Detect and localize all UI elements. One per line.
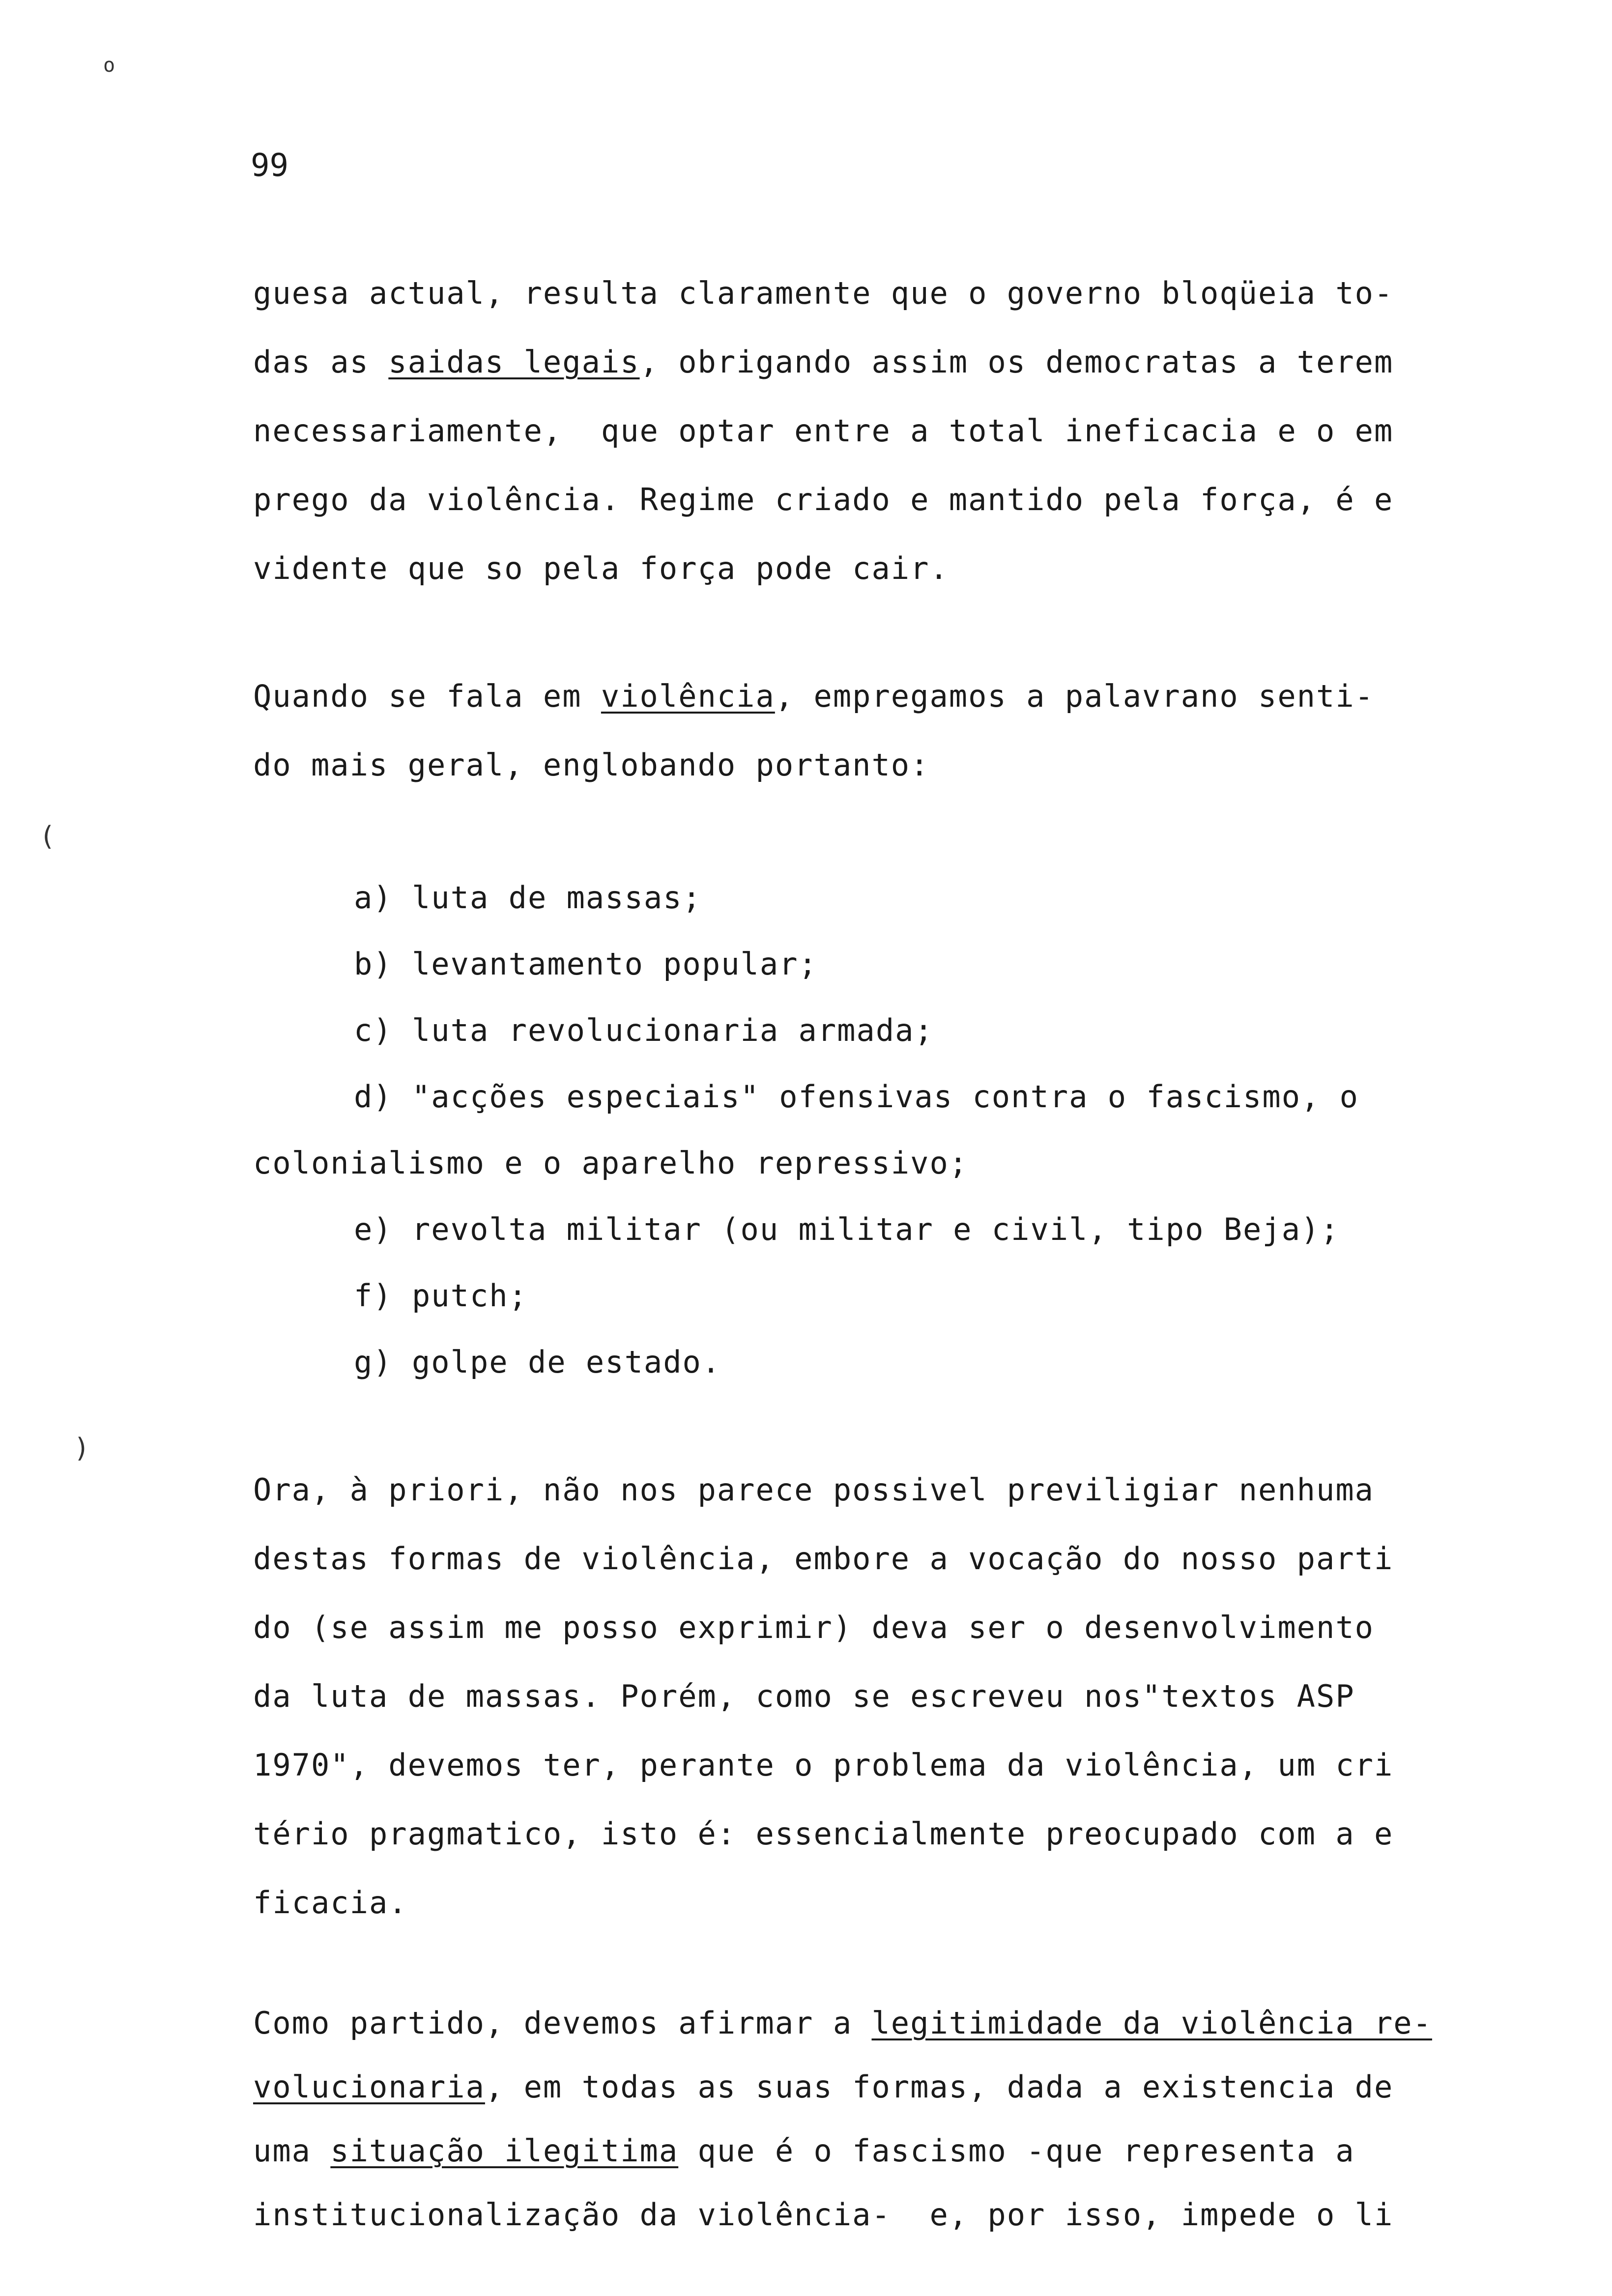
underlined-phrase: violência	[601, 678, 775, 714]
list-item: e) revolta militar (ou militar e civil, tipo Beja);	[354, 1211, 1340, 1247]
stray-dot: o	[103, 54, 115, 77]
text-line: institucionalização da violência- e, por isso, impede o li	[253, 2197, 1394, 2233]
text-line: das as saidas legais, obrigando assim os democratas a terem	[253, 344, 1394, 380]
text-line: tério pragmatico, isto é: essencialmente preocupado com a e	[253, 1816, 1394, 1852]
list-item: c) luta revolucionaria armada;	[354, 1012, 934, 1048]
page-number: 99	[251, 147, 289, 184]
text-line: vidente que so pela força pode cair.	[253, 550, 949, 586]
text-line: guesa actual, resulta claramente que o governo bloqüeia to-	[253, 275, 1394, 311]
list-item: f) putch;	[354, 1278, 528, 1314]
text-line: Ora, à priori, não nos parece possivel previligiar nenhuma	[253, 1472, 1374, 1508]
text-line: volucionaria, em todas as suas formas, dada a existencia de	[253, 2069, 1394, 2105]
text-line: prego da violência. Regime criado e mantido pela força, é e	[253, 482, 1394, 517]
list-item: b) levantamento popular;	[354, 946, 818, 982]
text-line: do mais geral, englobando portanto:	[253, 747, 930, 783]
text-line: do (se assim me posso exprimir) deva ser o desenvolvimento	[253, 1609, 1374, 1645]
text-line: destas formas de violência, embore a vocação do nosso parti	[253, 1541, 1394, 1577]
margin-mark: (	[39, 821, 56, 852]
list-item: g) golpe de estado.	[354, 1344, 721, 1380]
text-line: ficacia.	[253, 1885, 408, 1921]
list-item-continuation: colonialismo e o aparelho repressivo;	[253, 1145, 969, 1181]
underlined-phrase: volucionaria	[253, 2069, 485, 2105]
list-item: a) luta de massas;	[354, 880, 702, 916]
underlined-phrase: saidas legais	[388, 344, 640, 380]
text-line: Como partido, devemos afirmar a legitimidade da violência re-	[253, 2005, 1432, 2041]
list-item: d) "acções especiais" ofensivas contra o fascismo, o	[354, 1079, 1359, 1115]
text-line: uma situação ilegitima que é o fascismo -que representa a	[253, 2133, 1355, 2169]
text-line: Quando se fala em violência, empregamos a palavrano senti-	[253, 678, 1374, 714]
margin-mark: )	[74, 1433, 90, 1464]
text-line: 1970", devemos ter, perante o problema da violência, um cri	[253, 1747, 1394, 1783]
underlined-phrase: situação ilegitima	[330, 2133, 679, 2169]
text-line: da luta de massas. Porém, como se escreveu nos"textos ASP	[253, 1678, 1355, 1714]
underlined-phrase: legitimidade da violência re-	[871, 2005, 1432, 2041]
text-line: necessariamente, que optar entre a total ineficacia e o em	[253, 413, 1394, 449]
